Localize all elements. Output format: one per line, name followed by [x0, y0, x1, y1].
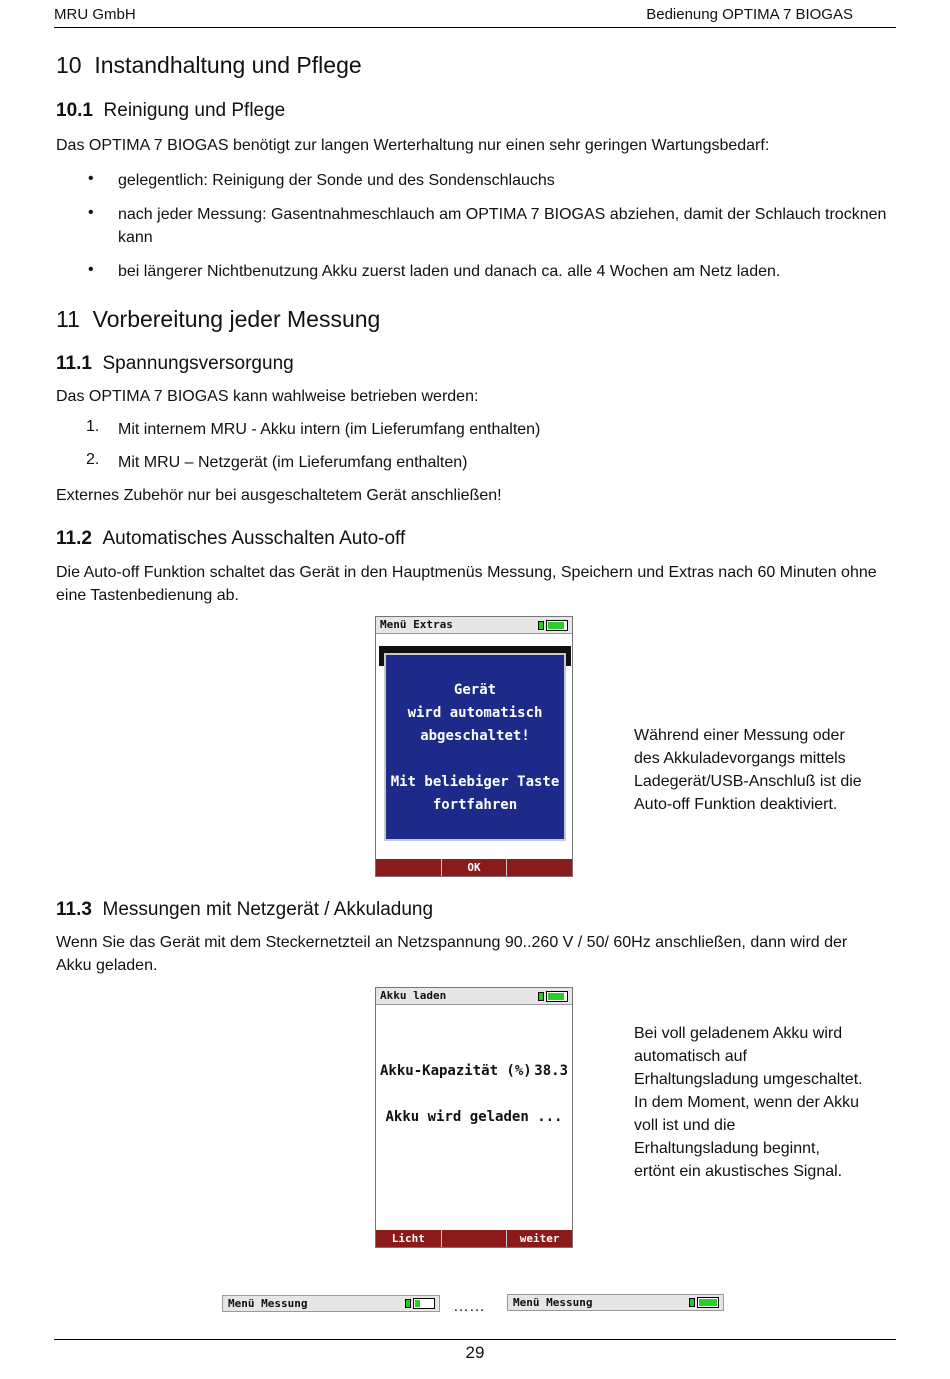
battery-icon: [538, 991, 568, 1002]
section-11-2-heading: 11.2 Automatisches Ausschalten Auto-off: [56, 528, 406, 549]
dialog-line: Mit beliebiger Taste: [390, 774, 560, 790]
softkey-next[interactable]: weiter: [519, 1232, 560, 1245]
auto-off-side-note: Während einer Messung oder des Akkuladevorgangs mittels Ladegerät/USB-Anschluß ist die Auto-off Funktion deaktiviert.: [634, 727, 862, 813]
header-company: MRU GmbH: [54, 6, 136, 23]
softkey-left[interactable]: [376, 859, 442, 876]
page-number: 29: [465, 1343, 485, 1362]
header-document-title: Bedienung OPTIMA 7 BIOGAS: [646, 6, 853, 23]
section-11-1-note: Externes Zubehör nur bei ausgeschaltetem Gerät anschließen!: [56, 487, 502, 504]
charging-status: Akku wird geladen ...: [385, 1109, 563, 1125]
dialog-line: Gerät: [453, 682, 497, 698]
softkey-middle[interactable]: [442, 1230, 508, 1247]
capacity-value: 38.3: [534, 1063, 568, 1079]
section-10-1-intro: Das OPTIMA 7 BIOGAS benötigt zur langen Werterhaltung nur einen sehr geringen Wartungsbedarf:: [56, 137, 770, 154]
section-10-1-heading: 10.1 Reinigung und Pflege: [56, 100, 286, 121]
bullet-dot: •: [88, 261, 94, 278]
menu-strip-low-battery: [222, 1295, 440, 1312]
auto-off-screen: [375, 616, 573, 877]
charging-screen: [375, 987, 573, 1248]
strip-title: Menü Messung: [228, 1297, 308, 1310]
section-11-3-text: Wenn Sie das Gerät mit dem Steckernetzteil an Netzspannung 90..260 V / 50/ 60Hz anschließen, dann wird der Akku geladen.: [56, 934, 848, 974]
battery-icon: [538, 620, 568, 631]
dialog-spacer: [386, 748, 564, 771]
ellipsis: ……: [453, 1298, 485, 1315]
strip-title: Menü Messung: [513, 1296, 593, 1309]
section-11-2-text: Die Auto-off Funktion schaltet das Gerät in den Hauptmenüs Messung, Speichern und Extras nach 60 Minuten ohne eine Tastenbedienung ab.: [56, 564, 877, 604]
section-10-heading: 10 Instandhaltung und Pflege: [56, 52, 362, 78]
bullet-dot: •: [88, 170, 94, 187]
list-number: 1.: [86, 418, 100, 435]
menu-strip-full-battery: [507, 1294, 724, 1311]
header-rule: [54, 27, 896, 28]
battery-icon: [405, 1298, 435, 1309]
screen-title: Akku laden: [376, 988, 572, 1005]
capacity-label: Akku-Kapazität (%): [380, 1063, 532, 1079]
softkey-bar: [376, 859, 572, 876]
section-11-1-intro: Das OPTIMA 7 BIOGAS kann wahlweise betrieben werden:: [56, 388, 479, 405]
softkey-ok[interactable]: OK: [442, 859, 508, 876]
bullet-item: bei längerer Nichtbenutzung Akku zuerst laden und danach ca. alle 4 Wochen am Netz laden.: [118, 263, 781, 280]
softkey-bar: [376, 1230, 572, 1247]
section-11-heading: 11 Vorbereitung jeder Messung: [56, 306, 381, 332]
auto-off-dialog: [384, 653, 566, 841]
list-item: Mit internem MRU - Akku intern (im Lieferumfang enthalten): [118, 421, 541, 438]
dialog-line: wird automatisch: [407, 705, 543, 721]
battery-icon: [689, 1297, 719, 1308]
softkey-light[interactable]: Licht: [376, 1230, 442, 1247]
dialog-line: abgeschaltet!: [420, 728, 530, 744]
footer-rule: [54, 1339, 896, 1340]
dialog-line: fortfahren: [432, 797, 518, 813]
section-11-3-heading: 11.3 Messungen mit Netzgerät / Akkuladung: [56, 899, 434, 920]
bullet-item: nach jeder Messung: Gasentnahmeschlauch am OPTIMA 7 BIOGAS abziehen, damit der Schlauch trocknen kann: [118, 206, 887, 246]
list-item: Mit MRU – Netzgerät (im Lieferumfang enthalten): [118, 454, 468, 471]
charging-side-note: Bei voll geladenem Akku wird automatisch auf Erhaltungsladung umgeschaltet. In dem Moment, wenn der Akku voll ist und die Erhaltungsladung beginnt, ertönt ein akustisches Signal.: [634, 1025, 863, 1180]
screen-title: Menü Extras: [376, 617, 572, 634]
bullet-item: gelegentlich: Reinigung der Sonde und des Sondenschlauchs: [118, 172, 555, 189]
section-11-1-heading: 11.1 Spannungsversorgung: [56, 353, 294, 374]
list-number: 2.: [86, 451, 100, 468]
bullet-dot: •: [88, 204, 94, 221]
softkey-right[interactable]: [507, 859, 572, 876]
